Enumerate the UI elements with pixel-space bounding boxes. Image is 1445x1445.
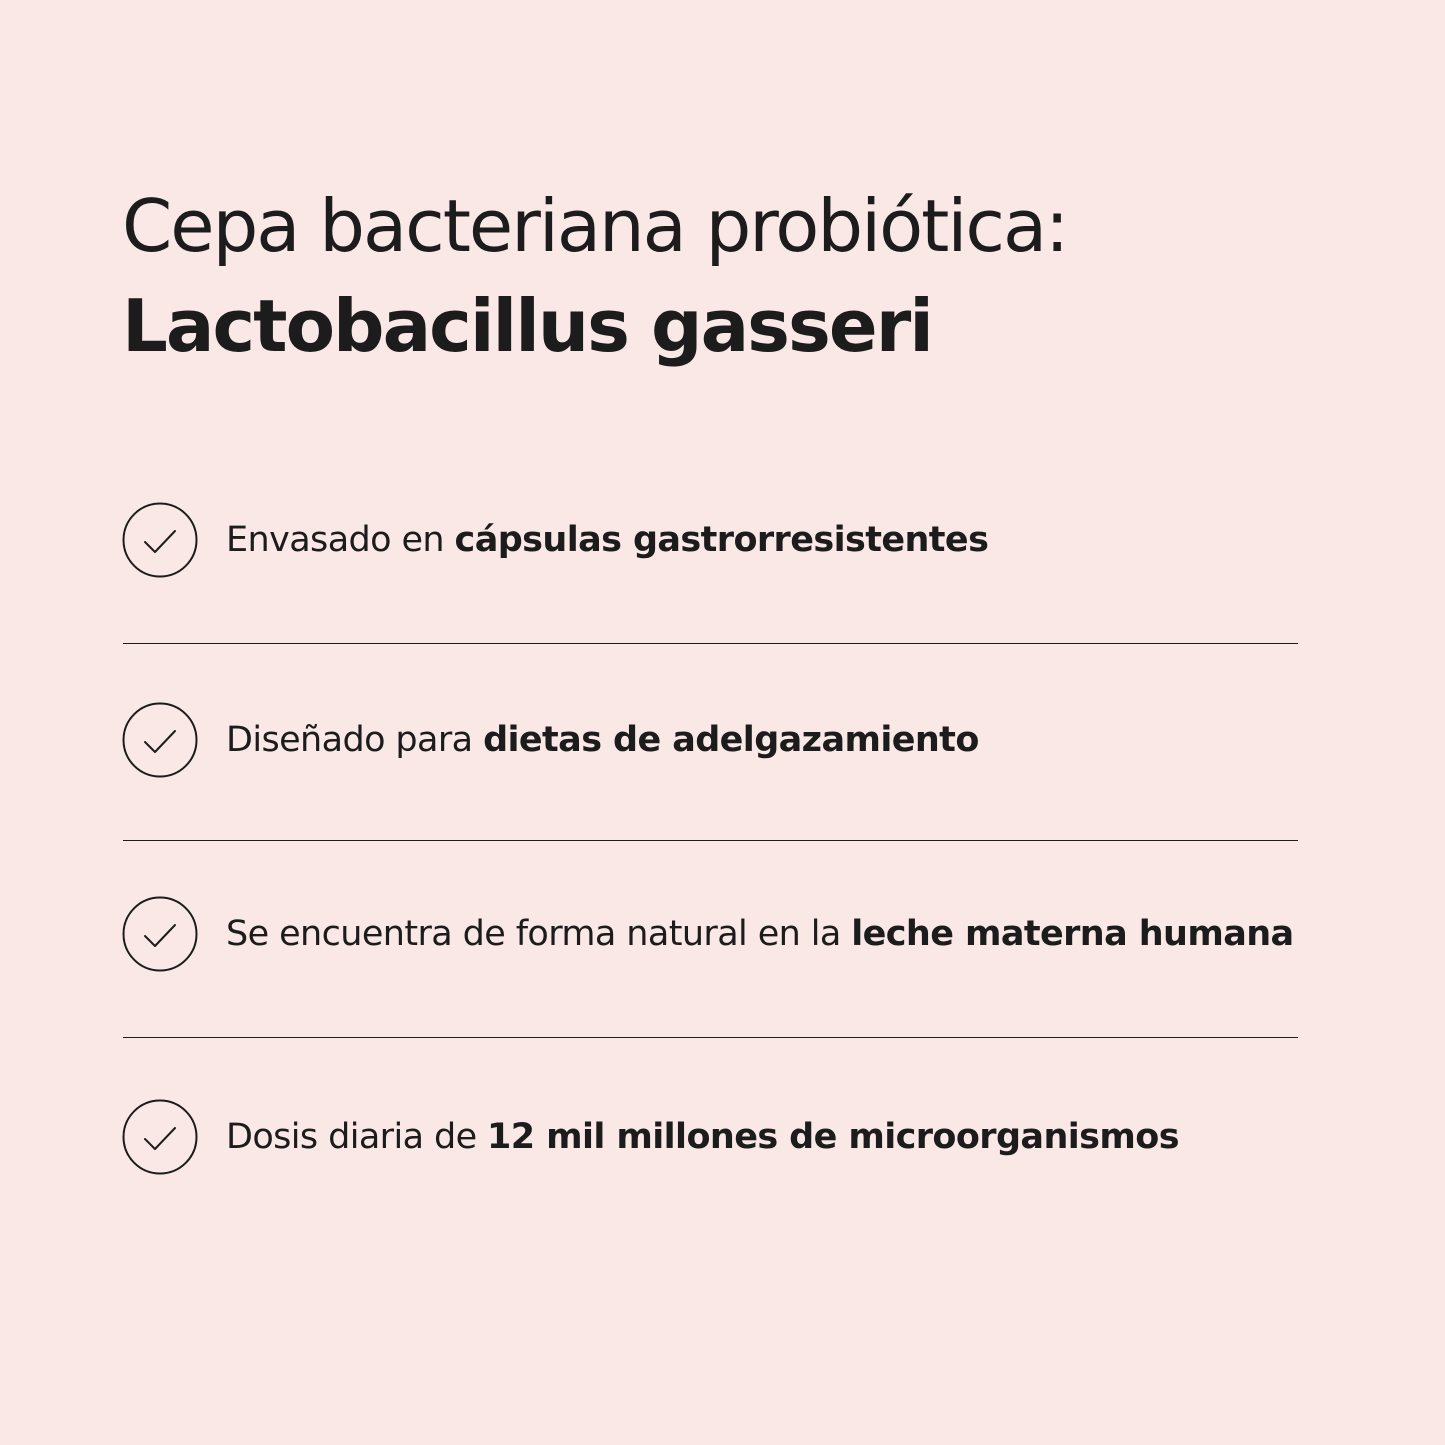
check-circle-icon [122,1099,198,1175]
divider [123,1037,1298,1038]
feature-text [226,1099,1179,1175]
title-line-strain-name: Lactobacillus gasseri [122,284,932,368]
feature-text [226,702,979,778]
check-circle-icon [122,702,198,778]
feature-text-normal: Se encuentra de forma natural en la [226,914,852,954]
page-title [122,176,1067,376]
feature-text-normal: Dosis diaria de [226,1117,488,1157]
divider [123,643,1298,644]
check-circle-icon [122,896,198,972]
feature-text-bold: leche materna humana [851,914,1294,954]
feature-item-diet [122,702,1322,778]
feature-text-bold: dietas de adelgazamiento [483,720,979,760]
feature-text [226,896,1294,972]
feature-text-normal: Diseñado para [226,720,484,760]
feature-item-daily-dose [122,1099,1322,1175]
title-line-strain-type: Cepa bacteriana probiótica: [122,184,1068,268]
feature-text-normal: Envasado en [226,520,455,560]
feature-text [226,502,988,578]
divider [123,840,1298,841]
feature-item-breast-milk [122,896,1322,972]
feature-item-capsules [122,502,1322,578]
feature-text-bold: cápsulas gastrorresistentes [454,520,989,560]
check-circle-icon [122,502,198,578]
feature-text-bold: 12 mil millones de microorganismos [487,1117,1179,1157]
